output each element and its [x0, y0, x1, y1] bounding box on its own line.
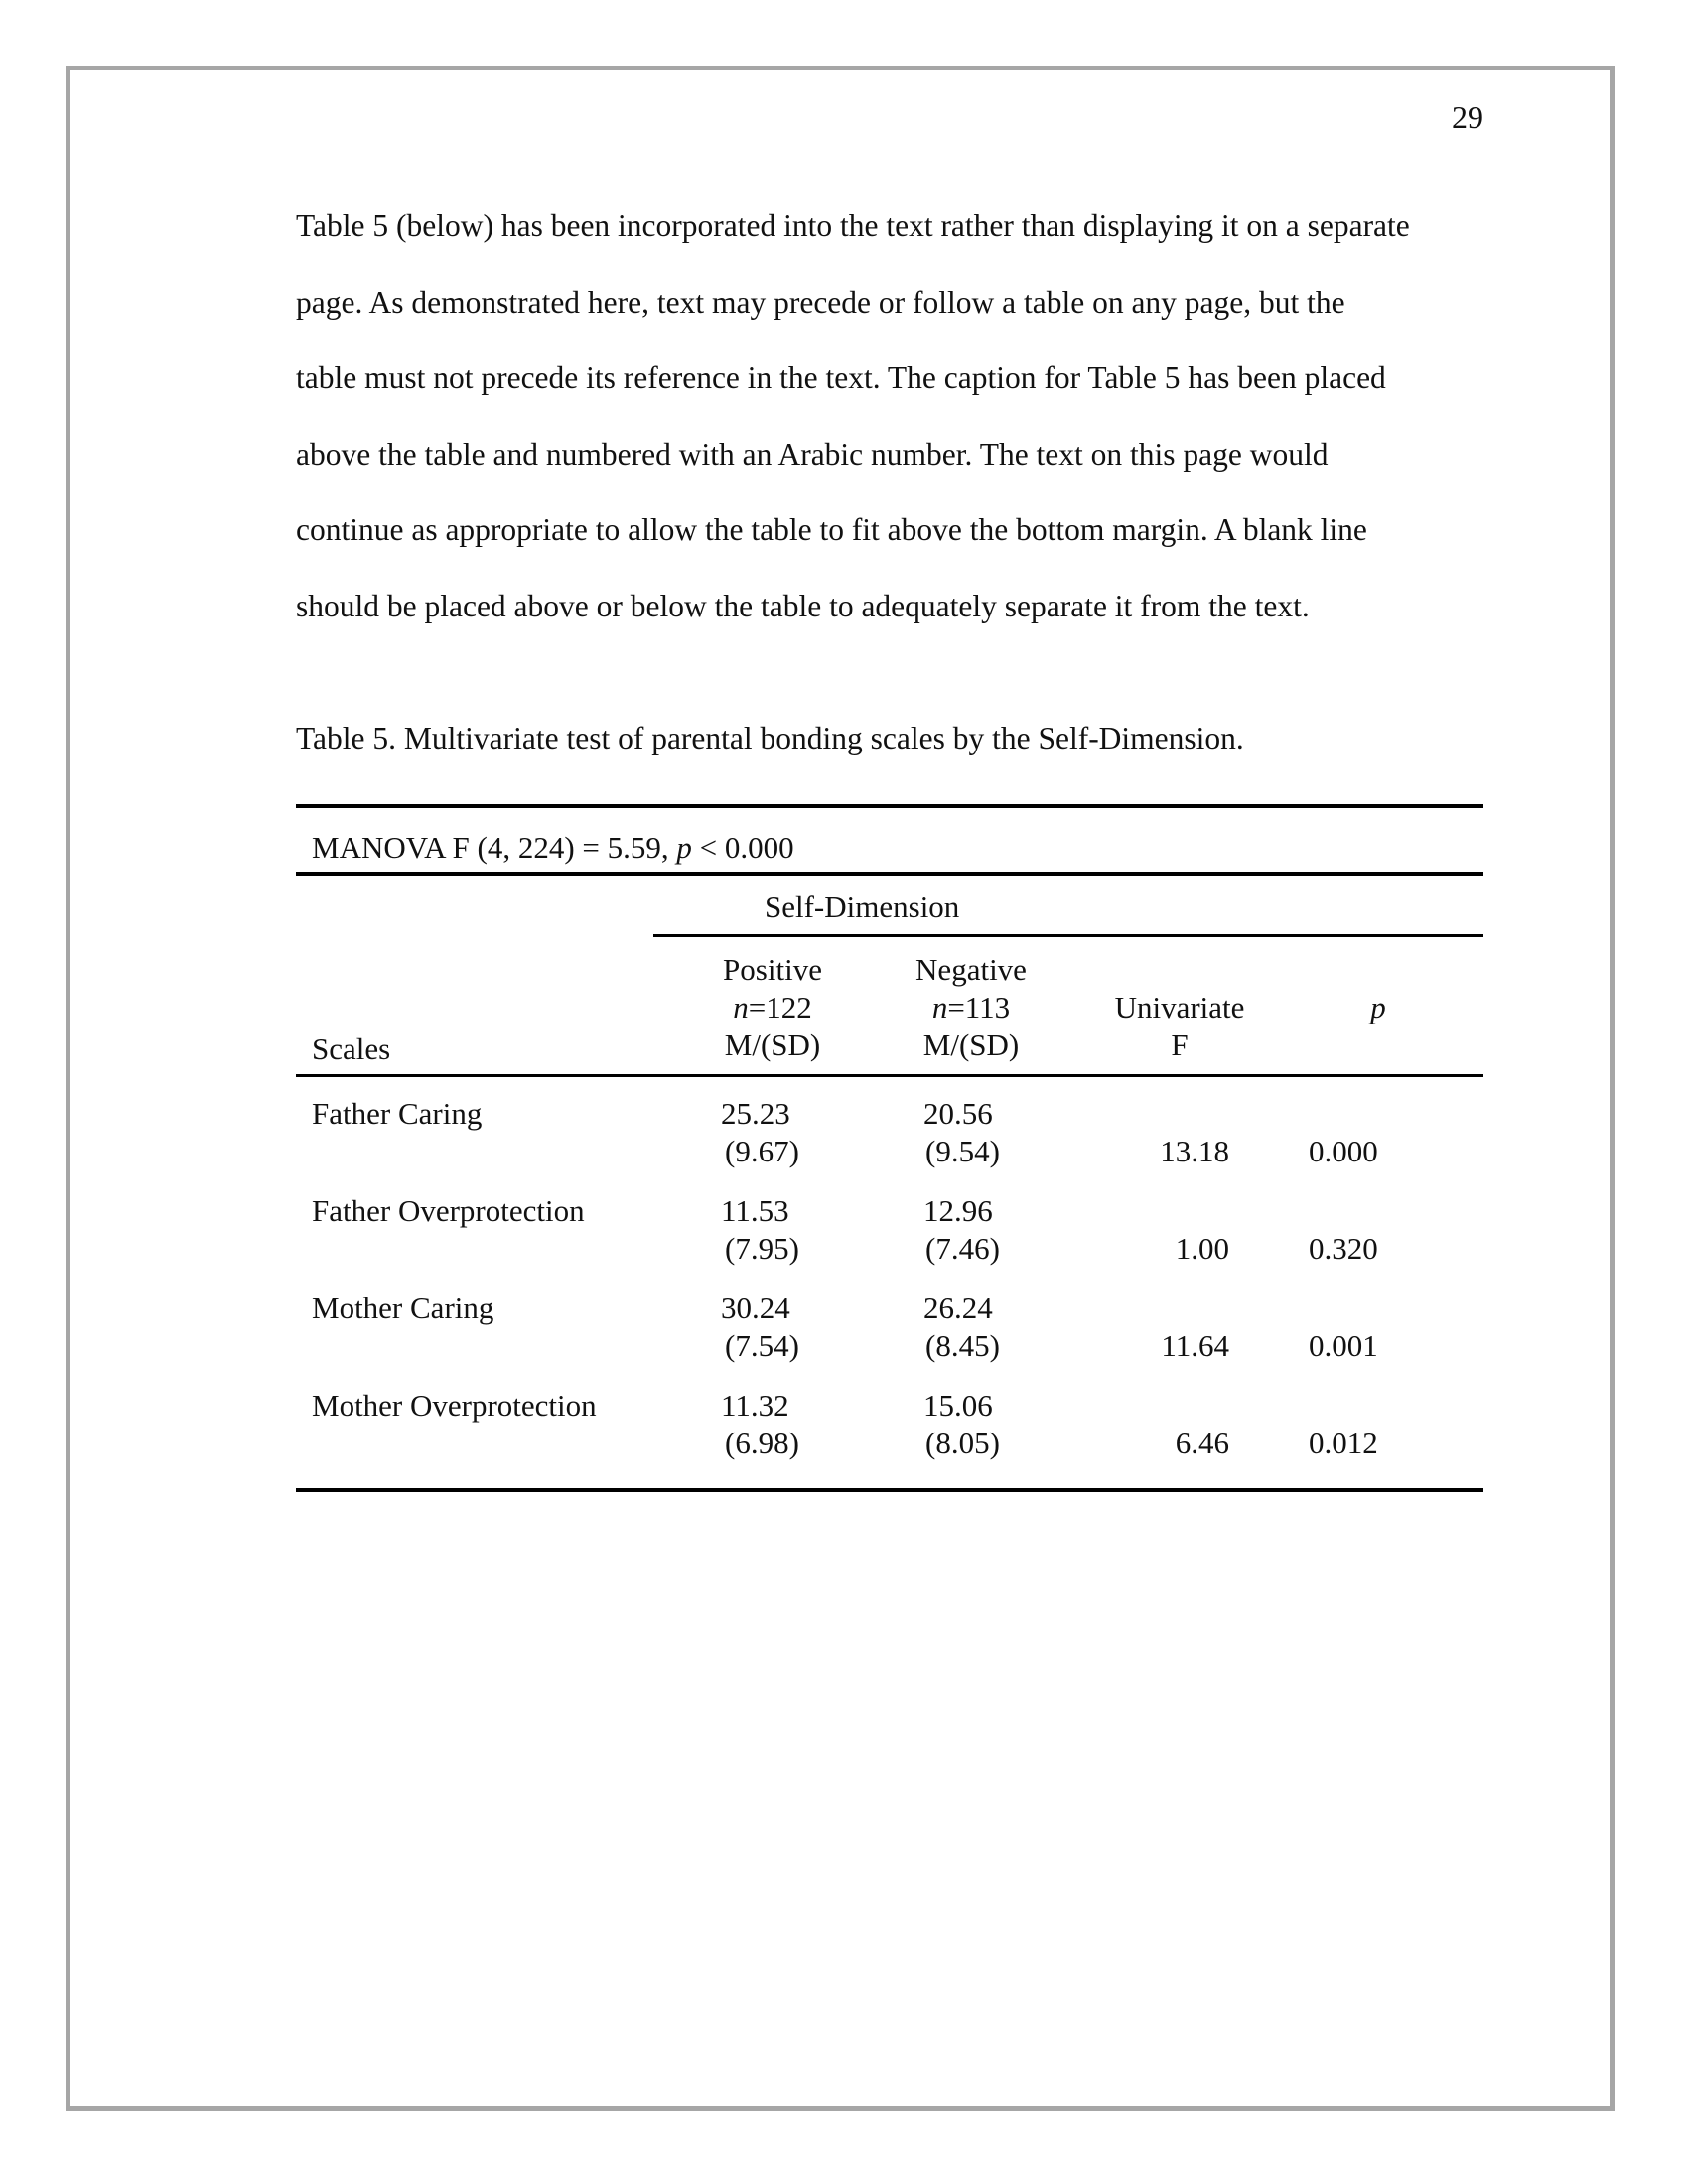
- manova-p-symbol: p: [676, 830, 692, 865]
- cell-positive-mean: 30.24: [721, 1291, 790, 1325]
- cell-negative-sd: (8.05): [925, 1426, 1000, 1460]
- cell-negative-mean: 15.06: [923, 1388, 993, 1423]
- negative-n-symbol: n: [931, 990, 948, 1024]
- body-line: above the table and numbered with an Arabic number. The text on this page would: [296, 436, 1329, 472]
- cell-negative-mean: 12.96: [923, 1193, 993, 1228]
- cell-positive-sd: (9.67): [725, 1134, 799, 1168]
- col-header-univariate: [1100, 989, 1259, 1064]
- table-body: [296, 1077, 1483, 1488]
- negative-label: Negative: [915, 952, 1027, 987]
- cell-p-value: 0.001: [1309, 1328, 1378, 1363]
- cell-negative-mean: 20.56: [923, 1096, 993, 1131]
- cell-p-value: 0.000: [1309, 1134, 1378, 1168]
- table-row: [296, 1192, 1483, 1290]
- body-line: continue as appropriate to allow the table to fit above the bottom margin. A blank line: [296, 512, 1367, 547]
- negative-stat: M/(SD): [922, 1027, 1020, 1062]
- cell-univariate-f: 6.46: [1175, 1426, 1229, 1460]
- table-bottom-rule: [296, 1488, 1483, 1492]
- results-table: [296, 804, 1483, 1492]
- page-number: 29: [1452, 99, 1483, 135]
- group-header: Self-Dimension: [765, 889, 960, 924]
- cell-scale: Father Overprotection: [312, 1193, 585, 1228]
- cell-scale: Father Caring: [312, 1096, 483, 1131]
- col-header-negative: [892, 951, 1051, 1064]
- positive-n: [693, 989, 852, 1026]
- positive-n-value: =122: [748, 990, 812, 1024]
- negative-n: [892, 989, 1051, 1026]
- group-header-row: [296, 876, 1483, 937]
- table-row: [296, 1387, 1483, 1484]
- positive-label: Positive: [723, 952, 822, 987]
- cell-positive-sd: (7.54): [725, 1328, 799, 1363]
- col-header-p: p: [1370, 990, 1386, 1024]
- manova-suffix: < 0.000: [691, 830, 794, 865]
- cell-p-value: 0.320: [1309, 1231, 1378, 1266]
- body-paragraph: [296, 189, 1487, 644]
- cell-p-value: 0.012: [1309, 1426, 1378, 1460]
- body-line: table must not precede its reference in the text. The caption for Table 5 has been placed: [296, 360, 1386, 395]
- cell-positive-mean: 25.23: [721, 1096, 790, 1131]
- positive-stat: M/(SD): [724, 1027, 821, 1062]
- body-line: page. As demonstrated here, text may precede or follow a table on any page, but the: [296, 284, 1345, 320]
- cell-positive-sd: (6.98): [725, 1426, 799, 1460]
- positive-n-symbol: n: [733, 990, 749, 1024]
- cell-negative-sd: (9.54): [925, 1134, 1000, 1168]
- col-header-scales: Scales: [312, 1031, 391, 1066]
- cell-scale: Mother Overprotection: [312, 1388, 597, 1423]
- manova-prefix: MANOVA F (4, 224) = 5.59,: [312, 830, 677, 865]
- manova-summary: [296, 808, 1483, 872]
- col-header-positive: [693, 951, 852, 1064]
- cell-negative-sd: (7.46): [925, 1231, 1000, 1266]
- table-row: [296, 1095, 1483, 1192]
- table-row: [296, 1290, 1483, 1387]
- cell-positive-sd: (7.95): [725, 1231, 799, 1266]
- cell-scale: Mother Caring: [312, 1291, 494, 1325]
- cell-negative-sd: (8.45): [925, 1328, 1000, 1363]
- cell-positive-mean: 11.32: [721, 1388, 789, 1423]
- cell-univariate-f: 13.18: [1160, 1134, 1229, 1168]
- univariate-line2: F: [1171, 1027, 1189, 1062]
- table-caption: Table 5. Multivariate test of parental bonding scales by the Self-Dimension.: [296, 721, 1244, 755]
- cell-univariate-f: 11.64: [1161, 1328, 1229, 1363]
- body-line: should be placed above or below the table to adequately separate it from the text.: [296, 588, 1310, 623]
- column-header-row: [296, 937, 1483, 1074]
- univariate-line1: Univariate: [1114, 990, 1245, 1024]
- negative-n-value: =113: [947, 990, 1011, 1024]
- cell-negative-mean: 26.24: [923, 1291, 993, 1325]
- cell-positive-mean: 11.53: [721, 1193, 789, 1228]
- cell-univariate-f: 1.00: [1175, 1231, 1229, 1266]
- body-line: Table 5 (below) has been incorporated into the text rather than displaying it on a separate: [296, 208, 1410, 243]
